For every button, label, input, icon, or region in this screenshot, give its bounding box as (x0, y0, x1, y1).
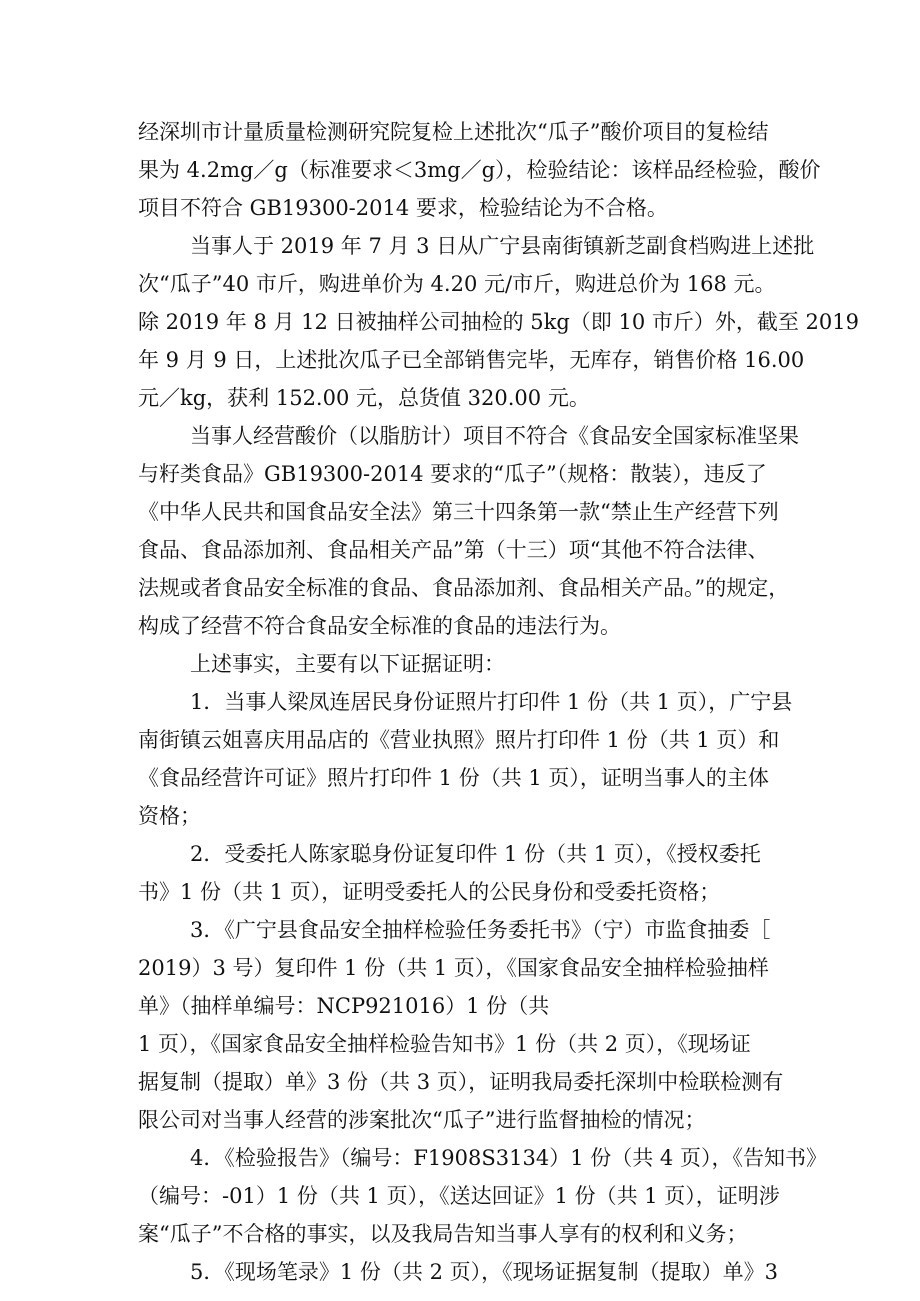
document-line: 《食品经营许可证》照片打印件 1 份（共 1 页），证明当事人的主体 (138, 766, 769, 790)
document-line: 3．《广宁县食品安全抽样检验任务委托书》（宁）市监食抽委［ (190, 918, 771, 942)
document-line: 2019）3 号）复印件 1 份（共 1 页），《国家食品安全抽样检验抽样 (138, 956, 769, 980)
document-line: 当事人于 2019 年 7 月 3 日从广宁县南街镇新芝副食档购进上述批 (190, 234, 815, 258)
document-line: 5．《现场笔录》1 份（共 2 页），《现场证据复制（提取）单》3 (190, 1260, 778, 1284)
document-line: 项目不符合 GB19300-2014 要求，检验结论为不合格。 (138, 196, 668, 220)
document-line: 限公司对当事人经营的涉案批次“瓜子”进行监督抽检的情况； (138, 1108, 706, 1132)
document-line: 当事人经营酸价（以脂肪计）项目不符合《食品安全国家标准坚果 (190, 424, 799, 448)
document-line: 上述事实，主要有以下证据证明： (190, 652, 505, 676)
document-line: 元／kg，获利 152.00 元，总货值 320.00 元。 (138, 386, 590, 410)
document-line: 除 2019 年 8 月 12 日被抽样公司抽检的 5kg（即 10 市斤）外，截至 2019 (138, 310, 859, 334)
document-line: （编号：-01）1 份（共 1 页），《送达回证》1 份（共 1 页），证明涉 (138, 1184, 780, 1208)
document-line: 年 9 月 9 日，上述批次瓜子已全部销售完毕，无库存，销售价格 16.00 (138, 348, 805, 372)
document-line: 次“瓜子”40 市斤，购进单价为 4.20 元/市斤，购进总价为 168 元。 (138, 272, 776, 296)
document-line: 经深圳市计量质量检测研究院复检上述批次“瓜子”酸价项目的复检结 (138, 120, 769, 144)
document-line: 南街镇云姐喜庆用品店的《营业执照》照片打印件 1 份（共 1 页）和 (138, 728, 780, 752)
document-line: 1．当事人梁凤连居民身份证照片打印件 1 份（共 1 页），广宁县 (190, 690, 793, 714)
document-line: 据复制（提取）单》3 份（共 3 页），证明我局委托深圳中检联检测有 (138, 1070, 784, 1094)
document-line: 1 页），《国家食品安全抽样检验告知书》1 份（共 2 页），《现场证 (138, 1032, 751, 1056)
document-line: 4．《检验报告》（编号：F1908S3134）1 份（共 4 页），《告知书》 (190, 1146, 827, 1170)
document-line: 《中华人民共和国食品安全法》第三十四条第一款“禁止生产经营下列 (138, 500, 779, 524)
document-line: 资格； (138, 804, 201, 828)
document-line: 单》（抽样单编号：NCP921016）1 份（共 (138, 994, 550, 1018)
document-line: 案“瓜子”不合格的事实，以及我局告知当事人享有的权利和义务； (138, 1222, 748, 1246)
document-line: 法规或者食品安全标准的食品、食品添加剂、食品相关产品。”的规定， (138, 576, 790, 600)
document-line: 书》1 份（共 1 页），证明受委托人的公民身份和受委托资格； (138, 880, 721, 904)
document-line: 构成了经营不符合食品安全标准的食品的违法行为。 (138, 614, 621, 638)
document-body (138, 113, 873, 1291)
document-line: 食品、食品添加剂、食品相关产品”第（十三）项“其他不符合法律、 (138, 538, 769, 562)
document-line: 2．受委托人陈家聪身份证复印件 1 份（共 1 页），《授权委托 (190, 842, 761, 866)
document-line: 果为 4.2mg／g（标准要求＜3mg／g），检验结论：该样品经检验，酸价 (138, 158, 821, 182)
document-line: 与籽类食品》GB19300-2014 要求的“瓜子”（规格：散装），违反了 (138, 462, 767, 486)
